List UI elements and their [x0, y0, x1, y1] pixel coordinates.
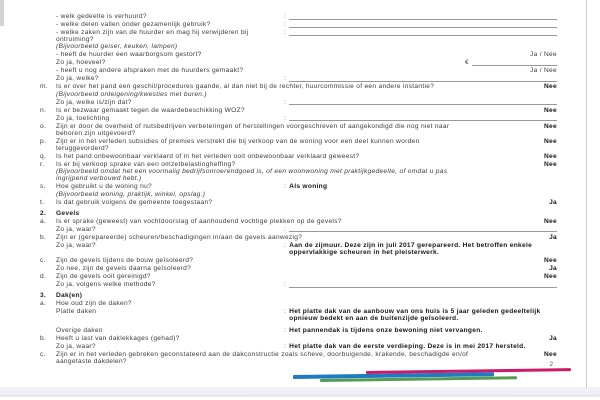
answer-value: Nee: [544, 106, 557, 114]
colon-separator: :: [284, 342, 287, 350]
blank-answer-line: [289, 281, 557, 288]
question-main-text: Hoe oud zijn de daken?: [56, 300, 132, 308]
answer-value: Nee: [544, 257, 557, 265]
answer-value: Ja: [549, 265, 557, 273]
question-main-text: Zo nee, zijn de gevels daarna geïsoleerd?: [56, 265, 192, 273]
question-main-text: Zijn er in het verleden gebreken geconstateerd aan de dakconstructie zoals scheve, doorbuigende, krakende, beschadigde en/of aangetaste dakdelen?: [56, 350, 469, 365]
question-main-text: - heeft u nog andere afspraken met de huurders gemaakt?: [56, 67, 244, 75]
row-label: b.: [40, 334, 47, 342]
colon-separator: :: [284, 225, 287, 233]
question-row: [40, 161, 557, 183]
question-main-text: Dak(en): [56, 292, 83, 300]
question-main-text: Is er bij verkoop sprake van een omzetbelastingheffing?: [56, 161, 236, 169]
question-text: [56, 225, 287, 233]
question-text: [56, 257, 473, 264]
question-example-hint: (Bijvoorbeeld onteigening/kwesties met buren.): [56, 90, 207, 98]
question-text: [56, 107, 473, 114]
row-label: 2.: [40, 209, 47, 217]
section-title: [56, 292, 284, 299]
row-label: s.: [40, 183, 46, 191]
question-row: [40, 335, 557, 342]
answer-value: Als woning: [289, 183, 328, 191]
row-label: b.: [40, 233, 47, 241]
answer-value: Het pannendak is tijdens onze bewoning niet vervangen.: [289, 326, 483, 334]
question-row: [40, 138, 557, 152]
question-main-text: Is er sprake (geweest) van vochtdoorslag of aanhoudend vochtige plekken op de gevels?: [56, 217, 342, 225]
question-row: [40, 21, 557, 28]
question-main-text: Is dat gebruik volgens de gemeente toegestaan?: [56, 198, 213, 206]
question-text: [56, 308, 287, 316]
row-label: a.: [40, 300, 47, 308]
question-text: [56, 241, 287, 249]
question-text: [56, 67, 473, 74]
question-row: [40, 107, 557, 114]
answer-value: Ja: [549, 198, 557, 206]
question-main-text: Is het pand onbewoonbaar verklaard of in het verleden ooit onbewoonbaar verklaard geweest?: [56, 153, 360, 161]
answer-zone: [284, 226, 557, 233]
question-main-text: Zo ja, hoeveel?: [56, 59, 106, 67]
question-text: [56, 335, 473, 342]
question-row: [40, 273, 557, 280]
answer-zone: [284, 183, 557, 190]
question-text: [56, 123, 473, 137]
question-text: [56, 138, 473, 152]
question-main-text: Zijn er in het verleden subsidies of premies verstrekt die bij verkoop van de woning voor een deel kunnen worden teruggevorderd?: [56, 137, 420, 153]
blank-amount-line: [472, 59, 557, 66]
question-row: [40, 351, 557, 365]
answer-zone: [284, 115, 557, 122]
question-main-text: Hoe gebruikt u de woning nu?: [56, 183, 153, 191]
question-text: [56, 161, 473, 183]
colon-separator: :: [284, 75, 287, 83]
question-main-text: - welk gedeelte is verhuurd?: [56, 13, 147, 20]
blank-answer-line: [289, 29, 557, 36]
question-text: [56, 13, 287, 20]
colon-separator: :: [284, 281, 287, 289]
question-main-text: Is er over het pand een geschil/procedures gaande, al dan niet bij de rechter, huurcommissie of een andere instantie?: [56, 83, 435, 91]
question-main-text: - welke zaken zijn van de huurder en mag hij verwijderen bij ontruiming?: [56, 29, 249, 44]
question-text: [56, 234, 473, 241]
question-row: [40, 51, 557, 58]
row-label: a.: [40, 217, 47, 225]
section-header-row: [40, 210, 557, 217]
row-label: r.: [40, 161, 45, 169]
question-row: [40, 75, 557, 82]
questionnaire-body: [40, 13, 557, 365]
answer-value: Nee: [544, 217, 557, 225]
question-main-text: Zijn er (gerepareerde) scheuren/beschadigingen in/aan de gevels aanwezig?: [56, 233, 303, 241]
colon-separator: :: [284, 21, 287, 28]
question-text: [56, 83, 473, 97]
janee-options: Ja / Nee: [530, 51, 557, 59]
answer-zone: [284, 13, 557, 20]
blank-answer-line: [289, 13, 557, 20]
question-main-text: Zijn de gevels ooit gereinigd?: [56, 273, 151, 281]
question-row: [40, 153, 557, 160]
question-row: [40, 257, 557, 264]
question-row: [40, 226, 557, 233]
colon-separator: :: [284, 114, 287, 122]
question-row: [40, 67, 557, 74]
answer-value: Nee: [544, 122, 557, 130]
answer-zone: [284, 59, 557, 66]
question-text: [56, 98, 287, 106]
question-main-text: Zo ja, welke is/zijn dat?: [56, 98, 132, 106]
question-row: [40, 183, 557, 197]
question-row: [40, 83, 557, 97]
row-label: d.: [40, 273, 47, 281]
answer-value: Ja: [549, 233, 557, 241]
row-label: p.: [40, 137, 47, 145]
question-text: [56, 342, 287, 350]
colon-separator: :: [284, 29, 287, 36]
answer-zone: [284, 75, 557, 82]
question-text: [56, 281, 287, 289]
question-text: [56, 51, 473, 58]
question-example-hint: (Bijvoorbeeld geiser, keuken, lampen): [56, 43, 178, 51]
question-text: [56, 351, 473, 365]
question-text: [56, 300, 284, 307]
answer-value: Nee: [544, 137, 557, 145]
row-label: c.: [40, 257, 46, 265]
scan-edge-artifact: [0, 0, 4, 26]
colon-separator: :: [284, 241, 287, 249]
question-row: [40, 343, 557, 350]
question-main-text: Zo ja, waar?: [56, 342, 96, 350]
row-label: 3.: [40, 292, 47, 300]
question-row: [40, 265, 557, 272]
question-main-text: - welke delen vallen onder gezamenlijk gebruik?: [56, 21, 211, 28]
colon-separator: :: [284, 326, 287, 334]
answer-value: Nee: [544, 273, 557, 281]
euro-sign: €: [465, 59, 469, 67]
answer-zone: [284, 21, 557, 28]
question-row: [40, 59, 557, 66]
section-header-row: [40, 292, 557, 299]
question-row: [40, 300, 557, 307]
answer-zone: [284, 308, 557, 322]
question-row: [40, 308, 557, 322]
section-title: [56, 210, 284, 217]
question-text: [56, 265, 473, 272]
question-row: [40, 13, 557, 20]
scan-right-edge: [586, 0, 587, 388]
answer-zone: [284, 343, 557, 350]
question-text: [56, 218, 473, 225]
answer-value: Nee: [544, 153, 557, 161]
question-main-text: Overige daken: [56, 326, 103, 334]
answer-value: Het platte dak van de eerste verdieping. Deze is in mei 2017 hersteld.: [289, 342, 526, 350]
answer-zone: [284, 29, 557, 36]
question-text: [56, 183, 287, 198]
question-main-text: Zo ja, waar?: [56, 241, 96, 249]
question-text: [56, 153, 473, 160]
row-label: n.: [40, 106, 47, 114]
blank-answer-line: [289, 115, 557, 122]
question-main-text: Heeft u last van daklekkages (gehad)?: [56, 334, 180, 342]
answer-value: Het platte dak van de aanbouw van ons huis is 5 jaar geleden gedeeltelijk opnieuw bedekt en aan de buitenzijde geïsoleerd.: [289, 308, 541, 323]
question-row: [40, 29, 557, 51]
question-row: [40, 242, 557, 256]
question-row: [40, 218, 557, 225]
question-main-text: Gevels: [56, 209, 80, 217]
answer-zone: [284, 99, 557, 106]
row-label: q.: [40, 153, 47, 161]
scan-bottom-shadow: [0, 387, 600, 397]
question-main-text: Zijn er door de overheid of nutsbedrijven verbeteringen of herstellingen voorgeschreven of aangekondigd die nog niet naar behoren zijn uitgevoerd?: [56, 122, 450, 137]
row-label: t.: [40, 198, 45, 206]
question-row: [40, 234, 557, 241]
question-text: [56, 59, 284, 66]
question-text: [56, 21, 287, 28]
question-example-hint: (Bijvoorbeeld woning, praktijk, winkel, opslag.): [56, 190, 206, 198]
janee-options: Ja / Nee: [530, 67, 557, 75]
question-main-text: Zo ja, waar?: [56, 225, 96, 233]
answer-value: Nee: [544, 83, 557, 91]
question-main-text: Zo ja, toelichting: [56, 114, 110, 122]
question-row: [40, 327, 557, 334]
question-text: [56, 114, 287, 122]
blank-answer-line: [289, 99, 557, 106]
question-row: [40, 281, 557, 288]
answer-zone: [284, 281, 557, 288]
blank-answer-line: [289, 226, 557, 233]
question-main-text: - heeft de huurder een waarborgsom gestort?: [56, 51, 202, 59]
question-text: [56, 326, 287, 334]
question-main-text: Zijn de gevels tijdens de bouw geïsoleerd?: [56, 257, 194, 265]
question-text: [56, 75, 287, 83]
question-row: [40, 199, 557, 206]
question-main-text: Zo ja, volgens welke methode?: [56, 281, 156, 289]
colon-separator: :: [284, 183, 287, 191]
colon-separator: :: [284, 98, 287, 106]
row-label: m.: [40, 83, 48, 91]
question-row: [40, 115, 557, 122]
question-row: [40, 99, 557, 106]
question-row: [40, 123, 557, 137]
blank-answer-line: [289, 21, 557, 28]
answer-value: Aan de zijmuur. Deze zijn in juli 2017 gerepareerd. Het betroffen enkele oppervlakkige scheuren in het pleisterwerk.: [289, 241, 533, 257]
row-label: c.: [40, 350, 46, 358]
question-text: [56, 273, 473, 280]
question-example-hint: (Bijvoorbeeld omdat het een voormalig bedrijfsonroerendgoed is, of een woonwoning met praktijkgedeelte, of omdat u pas ingrijpend verbouwd hebt.): [56, 168, 448, 183]
colon-separator: :: [284, 308, 287, 316]
answer-value: Ja: [549, 334, 557, 342]
question-text: [56, 199, 473, 206]
colon-separator: :: [284, 13, 287, 20]
question-main-text: Platte daken: [56, 308, 97, 316]
question-main-text: Is er bezwaar gemaakt tegen de waardebeschikking WOZ?: [56, 106, 245, 114]
answer-value: Nee: [544, 161, 557, 169]
blank-answer-line: [289, 75, 557, 82]
answer-value: Nee: [544, 350, 557, 358]
answer-zone: [284, 242, 557, 256]
answer-zone: [284, 327, 557, 334]
question-text: [56, 29, 287, 51]
page-number: 2: [549, 361, 553, 368]
question-main-text: Zo ja, welke?: [56, 75, 99, 83]
row-label: o.: [40, 122, 47, 130]
